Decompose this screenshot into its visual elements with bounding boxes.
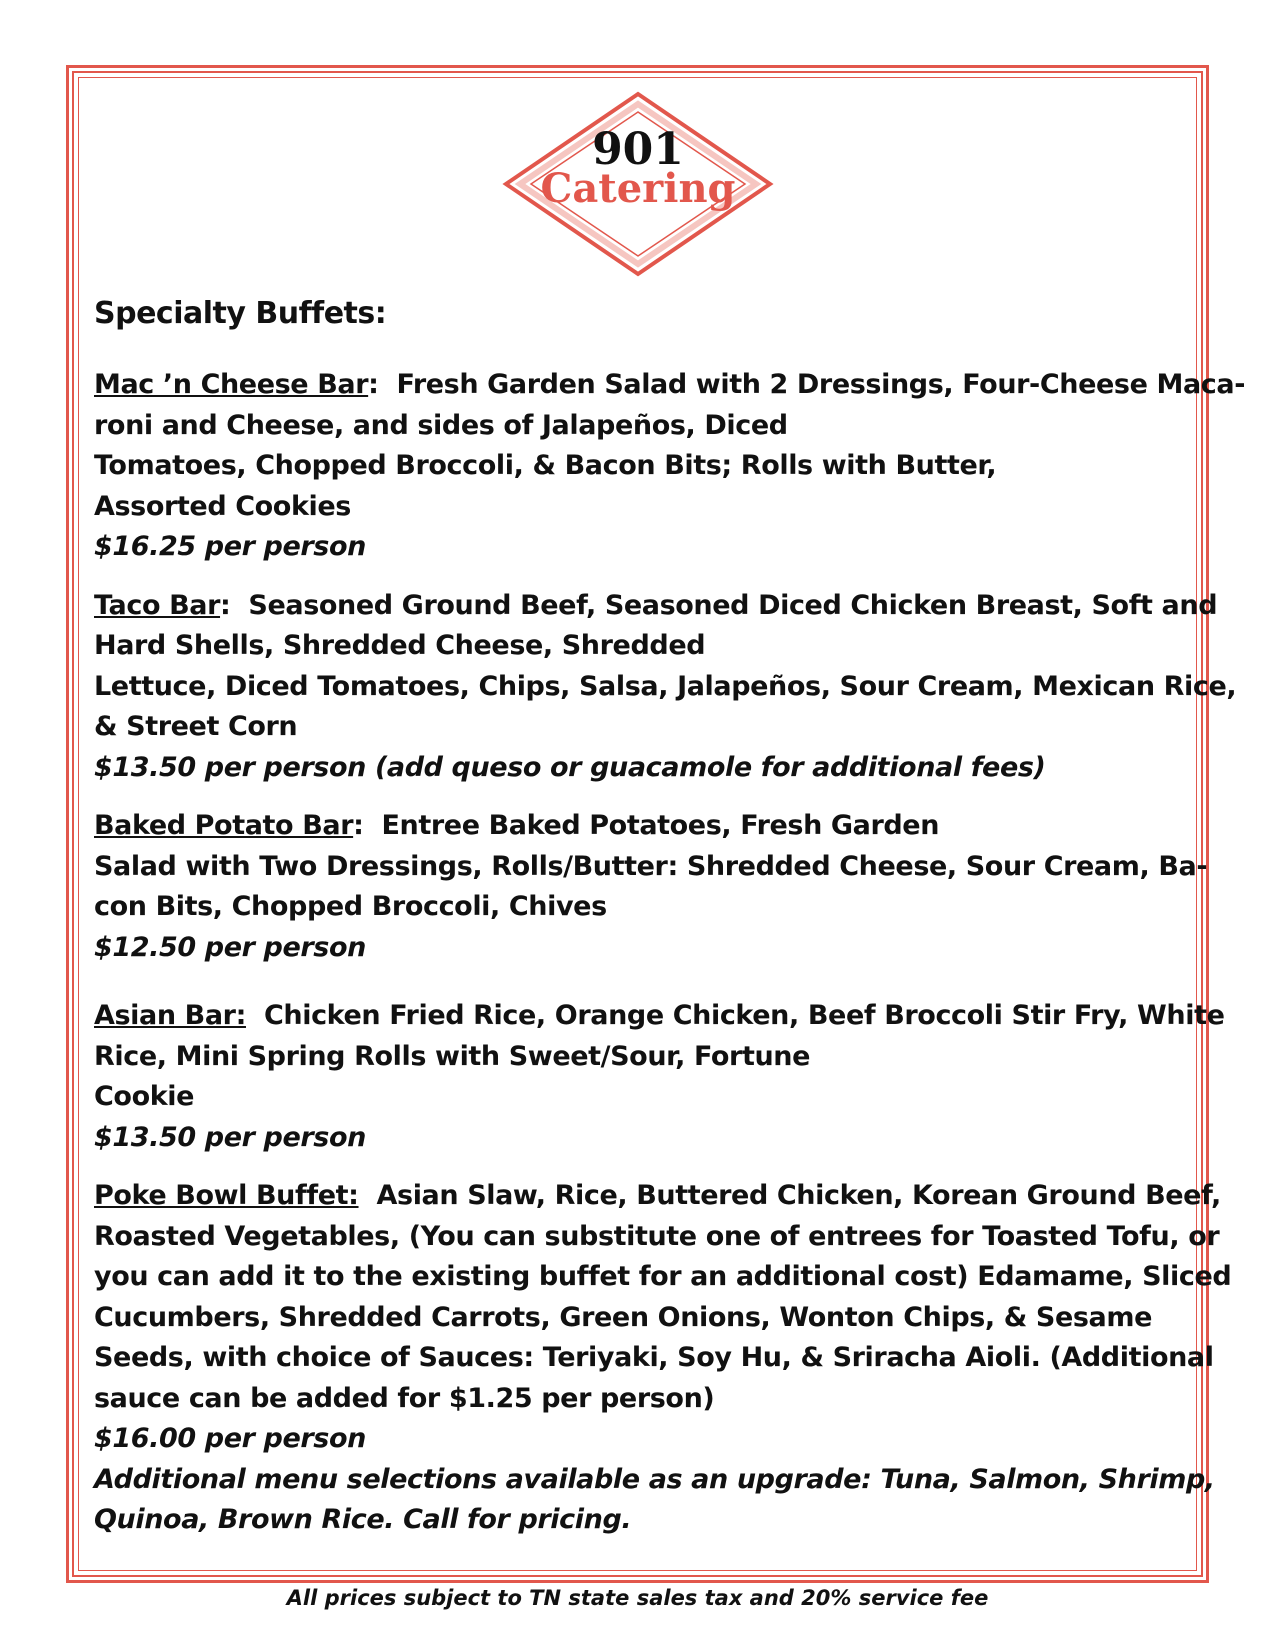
buffet-taco-bar (94, 586, 1237, 789)
buffet-description-line: Salad with Two Dressings, Rolls/Butter: Shredded Cheese, Sour Cream, Ba- (94, 850, 1208, 882)
buffet-baked-potato-bar (94, 806, 1208, 968)
buffet-first-line (94, 1176, 1221, 1217)
logo-number: 901 (592, 124, 684, 175)
buffet-description-line: Cookie (94, 1081, 195, 1112)
buffet-first-line (94, 996, 1225, 1037)
buffet-price: $16.25 per person (94, 531, 366, 562)
buffet-first-line (94, 586, 1218, 627)
buffet-description-line: Roasted Vegetables, (You can substitute one of entrees for Toasted Tofu, or (94, 1220, 1220, 1252)
buffet-first-line (94, 365, 1246, 406)
catering-logo (502, 90, 774, 278)
buffet-poke-bowl (94, 1176, 1232, 1541)
buffet-price: $12.50 per person (94, 931, 366, 963)
upgrade-note: Additional menu selections available as an upgrade: Tuna, Salmon, Shrimp, (94, 1463, 1215, 1495)
buffet-name: Asian Bar: (94, 1000, 246, 1031)
buffet-price: $16.00 per person (94, 1423, 366, 1454)
pricing-footnote: All prices subject to TN state sales tax and 20% service fee (286, 1586, 989, 1610)
menu-content (94, 296, 1246, 1559)
buffet-mac-n-cheese (94, 365, 1246, 568)
buffet-description-line: Rice, Mini Spring Rolls with Sweet/Sour, Fortune (94, 1040, 811, 1072)
buffet-description-line: Lettuce, Diced Tomatoes, Chips, Salsa, Jalapeños, Sour Cream, Mexican Rice, (94, 670, 1237, 702)
buffet-description: Asian Slaw, Rice, Buttered Chicken, Korean Ground Beef, (358, 1180, 1221, 1211)
buffet-description-line: con Bits, Chopped Broccoli, Chives (94, 891, 607, 922)
buffet-name: Baked Potato Bar (94, 810, 354, 841)
buffet-name: Poke Bowl Buffet: (94, 1180, 359, 1211)
buffet-description-line: Seeds, with choice of Sauces: Teriyaki, Soy Hu, & Sriracha Aioli. (Additional (94, 1342, 1214, 1373)
buffet-description-line: sauce can be added for $1.25 per person) (94, 1382, 715, 1414)
buffet-description-line: Assorted Cookies (94, 490, 351, 522)
buffet-description: : Seasoned Ground Beef, Seasoned Diced Chicken Breast, Soft and (220, 589, 1218, 621)
buffet-price: $13.50 per person (94, 1121, 366, 1153)
buffet-description: : Fresh Garden Salad with 2 Dressings, Four-Cheese Maca- (368, 369, 1246, 400)
logo-word: Catering (540, 165, 736, 212)
buffet-first-line (94, 806, 1174, 847)
buffet-description-line: roni and Cheese, and sides of Jalapeños, Diced (94, 409, 788, 441)
upgrade-note: Quinoa, Brown Rice. Call for pricing. (94, 1504, 632, 1535)
buffet-name: Taco Bar (94, 589, 221, 621)
buffet-description-line: Hard Shells, Shredded Cheese, Shredded (94, 630, 706, 661)
buffet-description: Chicken Fried Rice, Orange Chicken, Beef Broccoli Stir Fry, White (245, 1000, 1225, 1031)
buffet-asian-bar (94, 996, 1225, 1158)
buffet-description: : Entree Baked Potatoes, Fresh Garden (353, 810, 940, 841)
buffet-description-line: you can add it to the existing buffet for an additional cost) Edamame, Sliced (94, 1261, 1232, 1292)
buffet-description-line: Tomatoes, Chopped Broccoli, & Bacon Bits; Rolls with Butter, (94, 450, 997, 481)
buffet-description-line: & Street Corn (94, 711, 298, 742)
page-title: Specialty Buffets: (94, 296, 387, 331)
buffet-price: $13.50 per person (add queso or guacamole for additional fees) (94, 751, 1046, 783)
buffet-name: Mac ’n Cheese Bar (94, 369, 369, 400)
buffet-description-line: Cucumbers, Shredded Carrots, Green Onions, Wonton Chips, & Sesame (94, 1301, 1153, 1333)
